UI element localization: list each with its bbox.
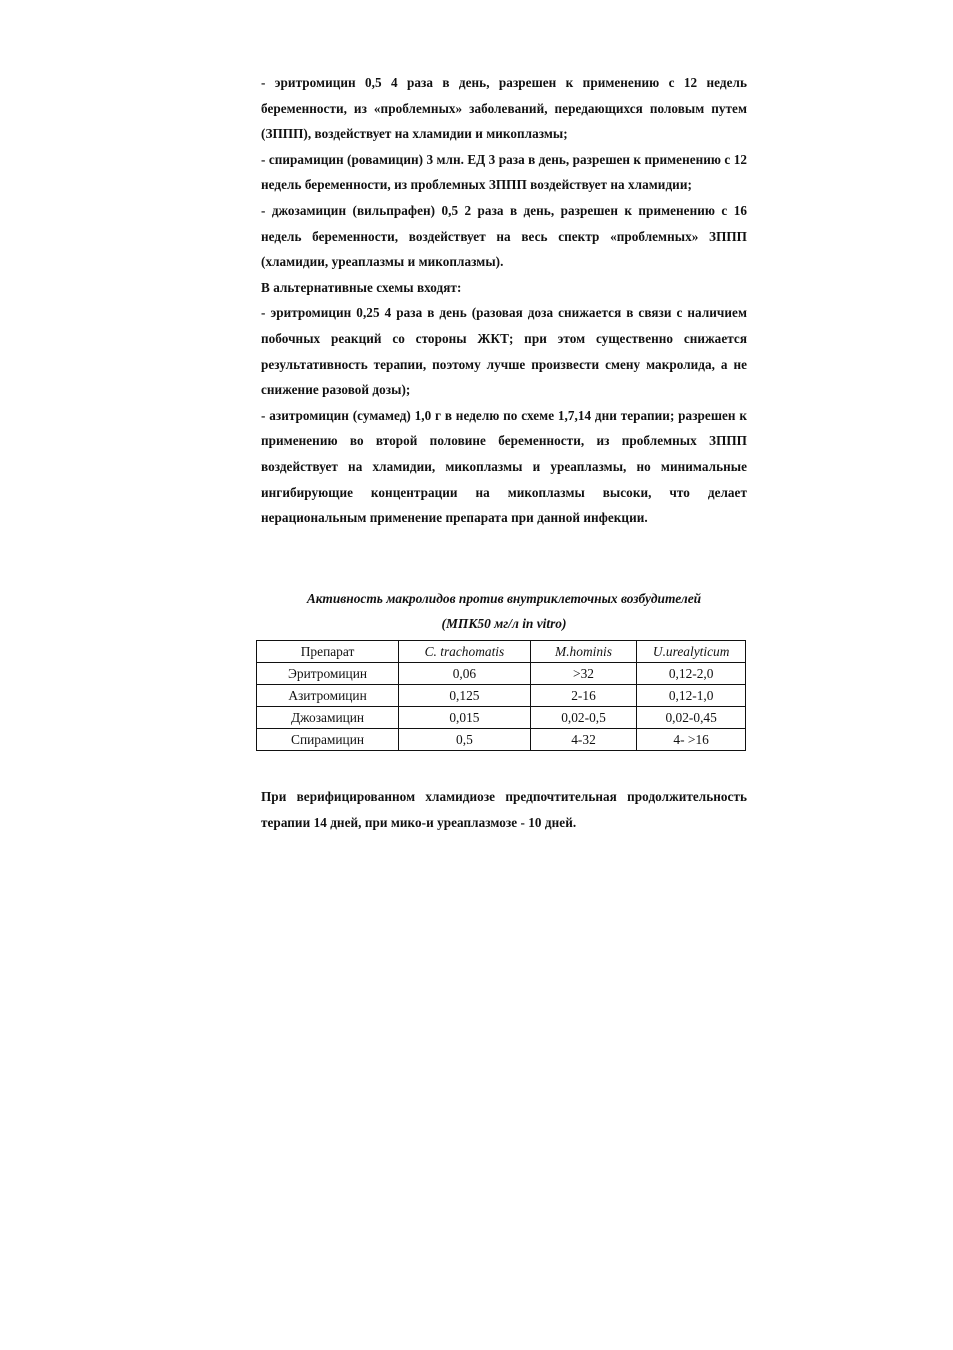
header-drug: Препарат — [257, 641, 399, 663]
table-row — [257, 685, 746, 707]
table-row — [257, 707, 746, 729]
mic-table — [256, 640, 746, 751]
cell-value: 0,06 — [399, 663, 531, 685]
table-caption — [261, 586, 747, 636]
cell-value: 2-16 — [530, 685, 637, 707]
cell-value: 4-32 — [530, 729, 637, 751]
cell-value: 0,02-0,5 — [530, 707, 637, 729]
header-m-hominis: M.hominis — [530, 641, 637, 663]
conclusion-text — [261, 784, 747, 835]
paragraph-erythromycin: - эритромицин 0,5 4 раза в день, разрешен к применению с 12 недель беременности, из «проблемных» заболеваний, передающихся половым путем (ЗППП), воздействует на хламидии и микоплазмы; — [261, 75, 747, 142]
cell-value: 0,12-2,0 — [637, 663, 746, 685]
cell-value: 4- >16 — [637, 729, 746, 751]
table-row — [257, 729, 746, 751]
cell-drug: Спирамицин — [257, 729, 399, 751]
table-header-row — [257, 641, 746, 663]
cell-value: 0,02-0,45 — [637, 707, 746, 729]
table-caption-title: Активность макролидов против внутриклеточных возбудителей — [306, 591, 702, 606]
paragraph-spiramycin: - спирамицин (ровамицин) 3 млн. ЕД 3 раза в день, разрешен к применению с 12 недель беременности, из проблемных ЗППП воздействует на хламидии; — [261, 151, 747, 193]
cell-value: 0,125 — [399, 685, 531, 707]
header-u-urealyticum: U.urealyticum — [637, 641, 746, 663]
cell-drug: Азитромицин — [257, 685, 399, 707]
cell-drug: Эритромицин — [257, 663, 399, 685]
cell-value: 0,12-1,0 — [637, 685, 746, 707]
paragraph-therapy-duration: При верифицированном хламидиозе предпочтительная продолжительность терапии 14 дней, при мико-и уреаплазмозе - 10 дней. — [261, 789, 747, 830]
cell-drug: Джозамицин — [257, 707, 399, 729]
paragraph-josamycin: - джозамицин (вильпрафен) 0,5 2 раза в день, разрешен к применению с 16 недель беременности, воздействует на весь спектр «проблемных» ЗППП (хламидии, уреаплазмы и микоплазмы). — [261, 202, 747, 270]
paragraph-azithromycin: - азитромицин (сумамед) 1,0 г в неделю по схеме 1,7,14 дни терапии; разрешен к применению во второй половине беременности, из проблемных ЗППП воздействует на хламидии, микоплазмы и уреаплазмы, но минимальные ингибирующие концентрации на микоплазмы высоки, что делает нерациональным применение препарата при данной инфекции. — [261, 407, 747, 526]
cell-value: 0,5 — [399, 729, 531, 751]
table-caption-subtitle: (МПК50 мг/л in vitro) — [441, 616, 567, 631]
cell-value: >32 — [530, 663, 637, 685]
paragraph-erythromycin-alt: - эритромицин 0,25 4 раза в день (разовая доза снижается в связи с наличием побочных реакций со стороны ЖКТ; при этом существенно снижается результативность терапии, поэтому лучше произвести смену макролида, а не снижение разовой дозы); — [261, 305, 747, 398]
table-row — [257, 663, 746, 685]
paragraph-alternative-heading: В альтернативные схемы входят: — [261, 279, 462, 295]
header-c-trachomatis: C. trachomatis — [399, 641, 531, 663]
body-text — [261, 70, 747, 531]
cell-value: 0,015 — [399, 707, 531, 729]
